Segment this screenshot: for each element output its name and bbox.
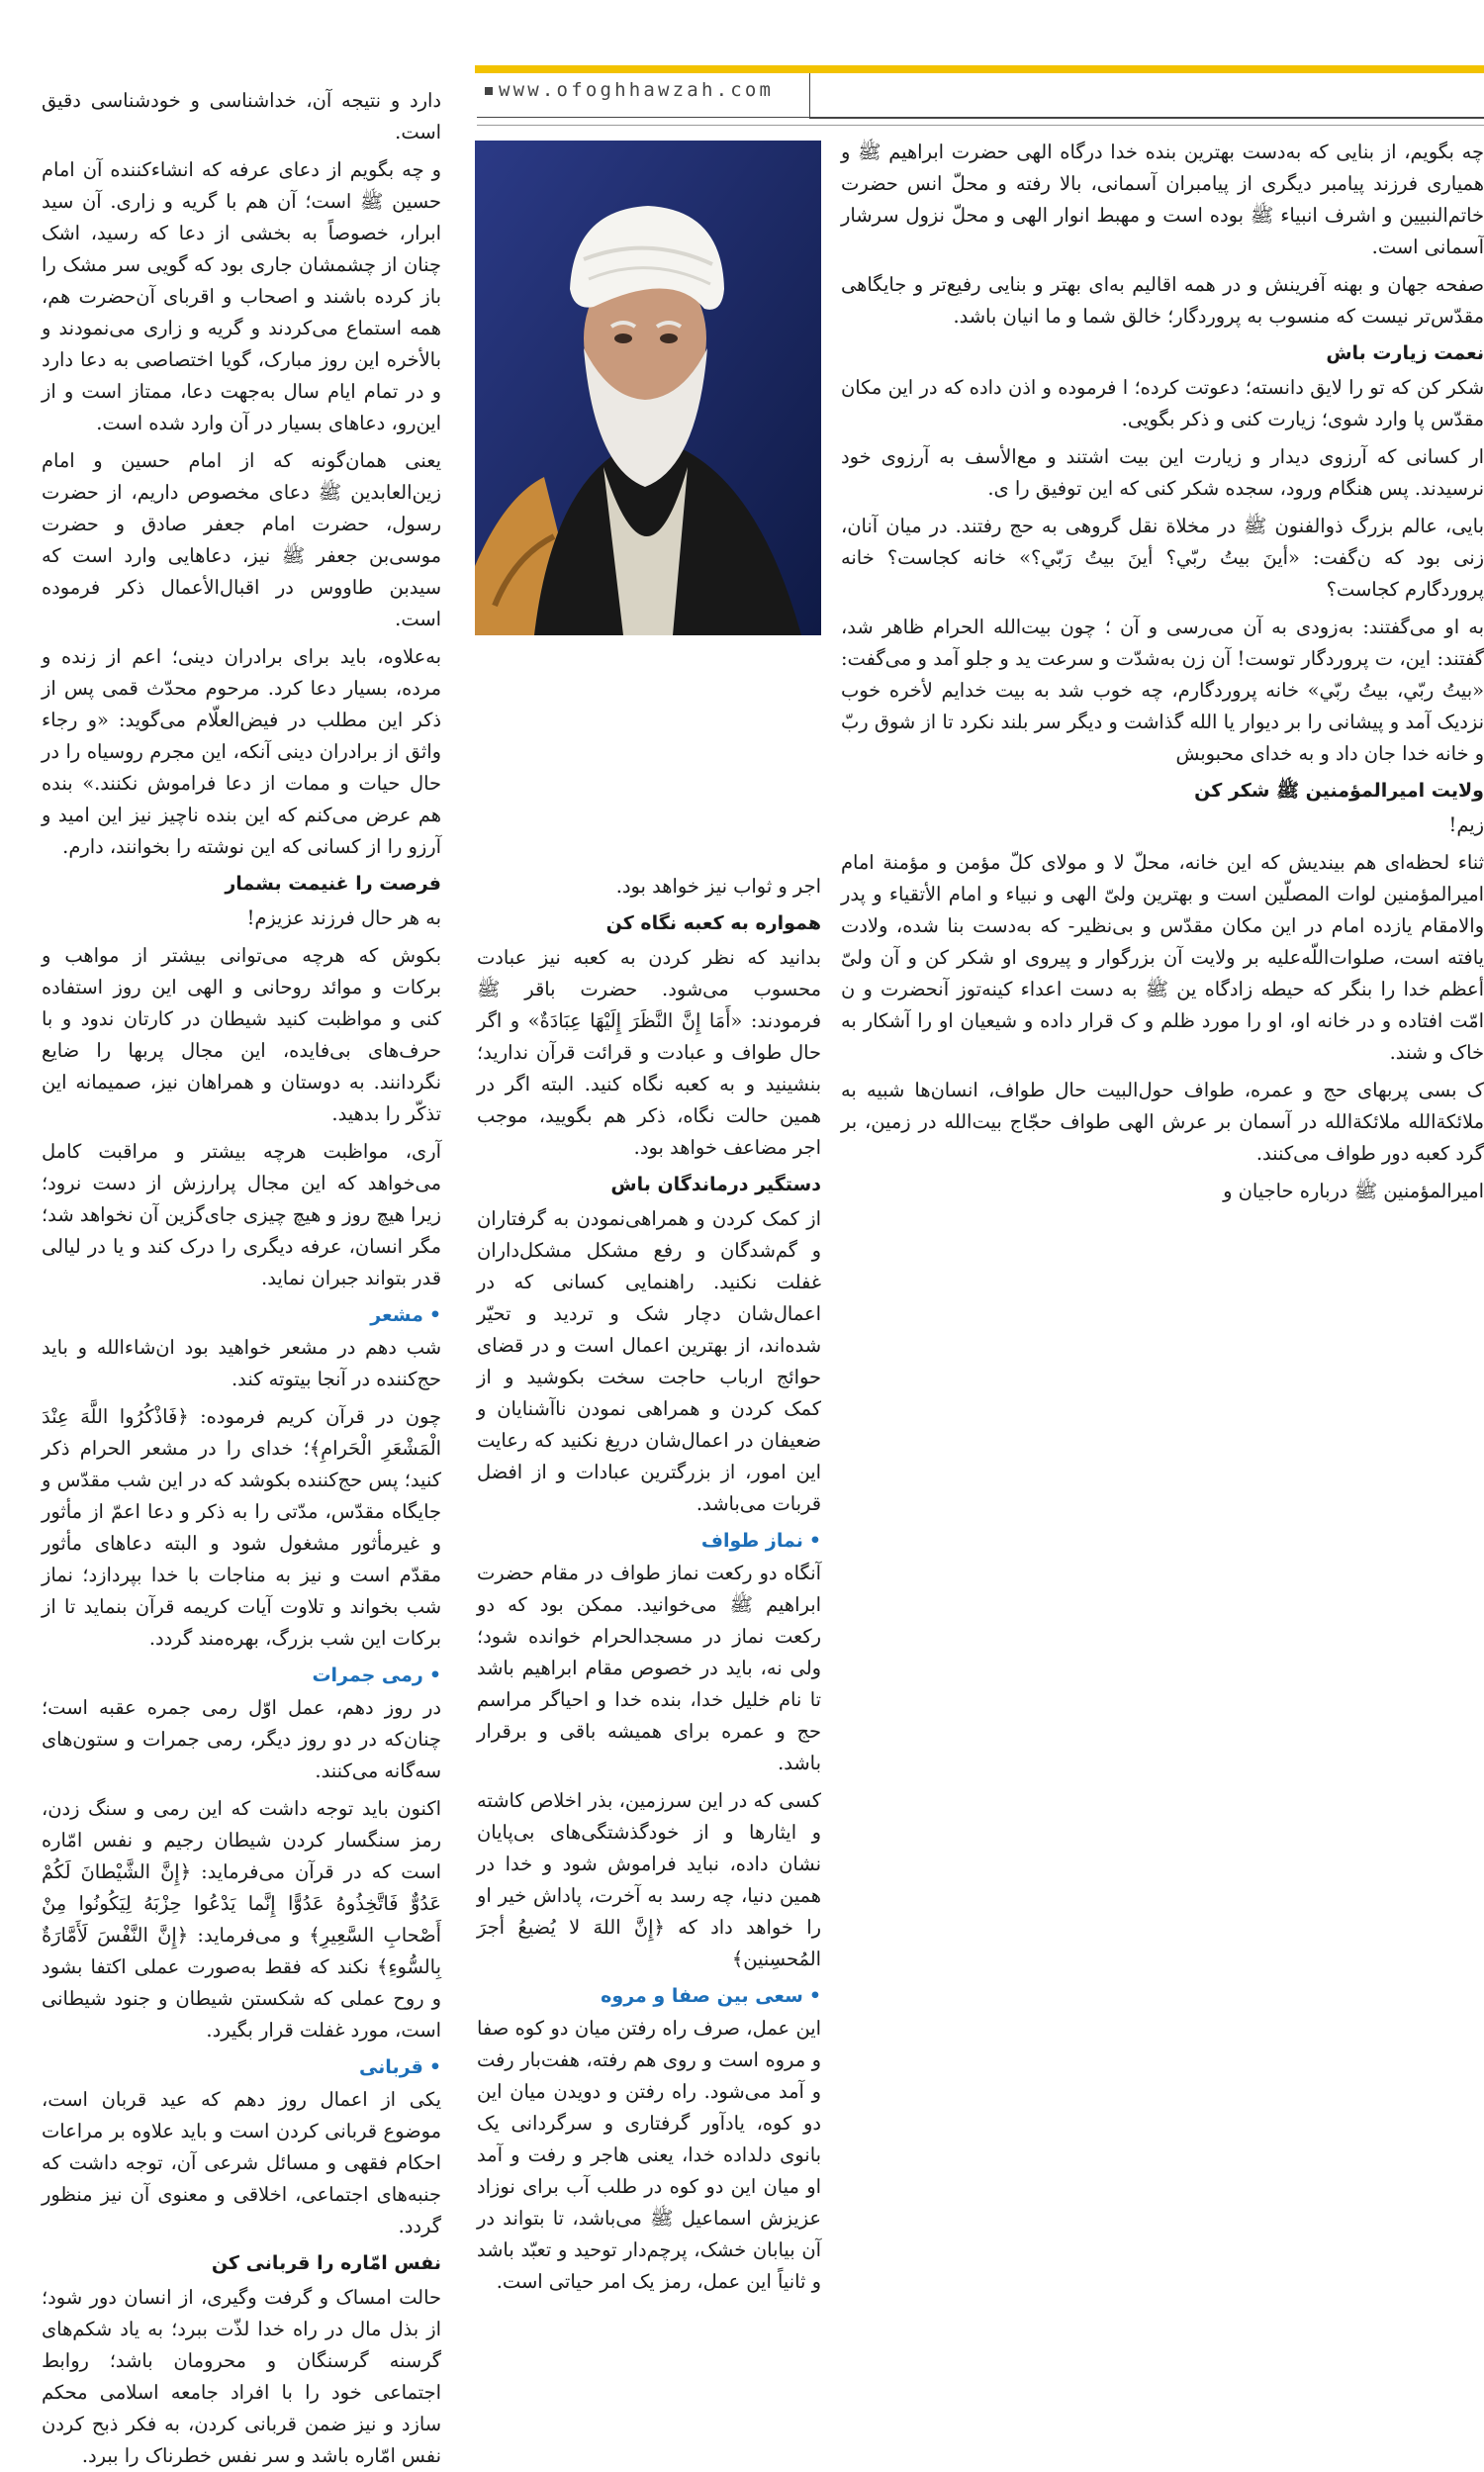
paragraph: دارد و نتیجه آن، خداشناسی و خودشناسی دقیق است. xyxy=(42,89,441,143)
subsection-heading-text: سعی بین صفا و مروه xyxy=(601,1985,803,2007)
paragraph: یکی از اعمال روز دهم که عید قربان است، موضوع قربانی کردن است و باید علاوه بر مراعات احکام فقهی و مسائل شرعی آن، توجه داشت که جنبه‌های اجتماعی، اخلاقی و معنوی آن نیز منظور گردد. xyxy=(42,2088,441,2237)
subsection-heading xyxy=(42,1300,441,1330)
paragraph: زیم! xyxy=(1448,813,1484,836)
paragraph: آنگاه دو رکعت نماز طواف در مقام حضرت ابراهیم ﷺ می‌خوانید. ممکن بود که دو رکعت نماز در مسجدالحرام خوانده شود؛ ولی نه، باید در خصوص مقام ابراهیم باشد تا نام خلیل خدا، بنده خدا و احیاگر مراسم حج و عمره برای همیشه باقی و برقرار باشد. xyxy=(477,1562,821,1774)
section-heading: نفس امّاره را قربانی کن xyxy=(211,2252,441,2274)
paragraph: در روز دهم، عمل اوّل رمی جمره عقبه است؛ چنان‌که در دو روز دیگر، رمی جمرات و ستون‌های سه‌گانه می‌کنند. xyxy=(42,1696,441,1782)
cleric-portrait-photo xyxy=(475,141,821,635)
bullet-icon: • xyxy=(428,1304,441,1326)
header-accent-bar xyxy=(475,65,1484,73)
section-heading: ولایت امیرالمؤمنین ﷺ شکر کن xyxy=(1194,780,1484,802)
paragraph: به هر حال فرزند عزیزم! xyxy=(246,906,441,929)
paragraph: بکوش که هرچه می‌توانی بیشتر از مواهب و برکات و موائد روحانی و الهی این روز استفاده کنی و مواظبت کنید شیطان در کارتان ندود و با حرف‌های بی‌فایده، این مجال پربها را ضایع نگردانند. به دوستان و همراهان نیز، صمیمانه این تذکّر را بدهید. xyxy=(42,944,441,1125)
paragraph: چه بگویم، از بنایی که به‌دست بهترین بنده خدا درگاه الهی حضرت ابراهیم ﷺ و همیاری فرزند پیامبر دیگری از پیامبران آسمانی، بالا رفته و محلّ انس حضرت خاتم‌النبیین و اشرف انبیاء ﷺ بوده است و مهبط انوار الهی و محلّ نزول سرشار آسمانی است. xyxy=(841,141,1484,258)
article-column-right-inner xyxy=(841,137,1484,1207)
paragraph: شب دهم در مشعر خواهید بود ان‌شاءالله و باید حج‌کننده در آنجا بیتوته کند. xyxy=(42,1336,441,1390)
subsection-heading xyxy=(42,2052,441,2082)
bullet-icon: • xyxy=(428,2056,441,2078)
paragraph: شکر کن که تو را لایق دانسته؛ دعوتت کرده؛ ا فرموده و اذن داده که در این مکان مقدّس پا وارد شوی؛ زیارت کنی و ذکر بگویی. xyxy=(841,376,1484,430)
paragraph: اکنون باید توجه داشت که این رمی و سنگ زدن، رمز سنگسار کردن شیطان رجیم و نفس امّاره است که در قرآن می‌فرماید: ﴿إِنَّ الشَّيْطانَ لَكُمْ عَدُوٌّ فَاتَّخِذُوهُ عَدُوًّا إِنَّما يَدْعُوا حِزْبَهُ لِيَكُونُوا مِنْ أَصْحابِ السَّعِيرِ﴾ و می‌فرماید: ﴿إِنَّ النَّفْسَ لَأَمَّارَةٌ بِالسُّوءِ﴾ نکند که فقط به‌صورت عملی اکتفا بشود و روح عملی که شکستن شیطان و جنود شیطانی است، مورد غفلت قرار بگیرد. xyxy=(42,1797,441,2042)
website-url[interactable] xyxy=(485,79,774,101)
paragraph: ار کسانی که آرزوی دیدار و زیارت این بیت اشتند و مع‌الأسف به آرزوی خود نرسیدند. پس هنگام ورود، سجده شکر کنی که این توفیق را ی. xyxy=(841,445,1484,500)
paragraph: از کمک کردن و همراهی‌نمودن به گرفتاران و گم‌شدگان و رفع مشکل مشکل‌داران غفلت نکنید. راهنمایی کسانی که در اعمال‌شان دچار شک و تردید و تحیّر شده‌اند، از بهترین اعمال است و در قضای حوائج ارباب حاجت سخت بکوشید و از کمک کردن و همراهی نمودن ناآشنایان و ضعیفان در اعمال‌شان دریغ نکنید که رعایت این امور، از بزرگترین عبادات و از افضل قربات می‌باشد. xyxy=(477,1207,821,1515)
paragraph: صفحه جهان و بهنه آفرینش و در همه اقالیم به‌ای بهتر و بنایی رفیع‌تر و جایگاهی مقدّس‌تر نیست که منسوب به پروردگار؛ خالق شما و ما انیان باشد. xyxy=(841,273,1484,328)
article-column-middle xyxy=(477,871,821,2293)
paragraph: حالت امساک و گرفت وگیری، از انسان دور شود؛ از بذل مال در راه خدا لذّت ببرد؛ به یاد شکم‌های گرسنه گرسنگان و محرومان باشد؛ روابط اجتماعی خود را با افراد جامعه اسلامی محکم سازد و نیز ضمن قربانی کردن، به فکر ذبح کردن نفس امّاره باشد و سر نفس خطرناک را ببرد. xyxy=(42,2286,441,2467)
paragraph: آری، مواظبت هرچه بیشتر و مراقبت کامل می‌خواهد که این مجال پرارزش از دست نرود؛ زیرا هیچ روز و هیچ چیزی جای‌گزین آن نخواهد شد؛ مگر انسان، عرفه دیگری را درک کند و یا در لیالی قدر بتواند جبران نماید. xyxy=(42,1140,441,1289)
section-heading: دستگیر درماندگان باش xyxy=(610,1174,821,1195)
bullet-square-icon xyxy=(485,87,493,95)
section-heading: همواره به کعبه نگاه کن xyxy=(605,912,821,934)
paragraph: امیرالمؤمنین ﷺ درباره حاجیان و xyxy=(1223,1180,1484,1202)
paragraph: بایی، عالم بزرگ ذوالفنون ﷺ در مخلاة نقل گروهی به حج رفتند. در میان آنان، زنی بود که ن‌گفت: «أينَ بيتُ ربّي؟ أينَ بيتُ رَبّي؟» خانه کجاست؟ خانه پروردگارم کجاست؟ xyxy=(841,515,1484,601)
section-heading: فرصت را غنیمت بشمار xyxy=(225,873,441,895)
paragraph: بدانید که نظر کردن به کعبه نیز عبادت محسوب می‌شود. حضرت باقر ﷺ فرمودند: «أَمَا إِنَّ النَّظَرَ إِلَيْهَا عِبَادَةٌ» و اگر حال طواف و عبادت و قرائت قرآن ندارید؛ بنشینید و به کعبه نگاه کنید. البته اگر در همین حالت نگاه، ذکر هم بگویید، موجب اجر مضاعف خواهد بود. xyxy=(477,946,821,1159)
bullet-icon: • xyxy=(808,1985,821,2007)
paragraph: و چه بگویم از دعای عرفه که انشاءکننده آن امام حسین ﷺ است؛ آن هم با گریه و زاری. آن سید ابرار، خصوصاً به بخشی از دعا که رسید، اشک چنان از چشمشان جاری بود که گویی سر مشک را باز کرده باشند و اصحاب و اقربای آن‌حضرت هم، همه استماع می‌کردند و گریه و زاری می‌نمودند و بالأخره این روز مبارک، گویا اختصاصی به دعا دارد و در تمام ایام سال به‌جهت دعا، ممتاز است و از این‌رو، دعاهای بسیار در آن وارد شده است. xyxy=(42,158,441,434)
article-column-right xyxy=(841,137,1484,2034)
subsection-heading-text: مشعر xyxy=(370,1304,423,1326)
bullet-icon: • xyxy=(428,1664,441,1686)
paragraph: به او می‌گفتند: به‌زودی به آن می‌رسی و آن ؛ چون بیت‌الله الحرام ظاهر شد، گفتند: این، ت پروردگار توست! آن زن به‌شدّت و سرعت ید و جلو آمد و می‌گفت: «بيتُ ربّي، بيتُ ربّي» خانه پروردگارم، چه خوب شد به بیت خدایم لأخره خوب نزدیک آمد و پیشانی را بر دیوار یا الله گذاشت و دیگر سر بلند نکرد تا از شوق ربّ و خانه خدا جان داد و به خدای محبوبش xyxy=(841,616,1484,765)
paragraph: ک بسی پربهای حج و عمره، طواف حول‌البیت حال طواف، انسان‌ها شبیه به ملائکة‌الله ملائکةالله در آسمان بر عرش الهی طواف حجّاج بیت‌الله در زمین، بر گرد کعبه دور طواف می‌کنند. xyxy=(841,1079,1484,1165)
article-column-left xyxy=(42,85,441,2467)
portrait-illustration xyxy=(475,141,821,635)
subsection-heading-text: رمی جمرات xyxy=(312,1664,423,1686)
header-rule xyxy=(809,117,1484,119)
paragraph: کسی که در این سرزمین، بذر اخلاص کاشته و ایثارها و از خودگذشتگی‌های بی‌پایان نشان داده، نباید فراموش شود و خدا در همین دنیا، چه رسد به آخرت، پاداش خیر او را خواهد داد که ﴿إِنَّ اللهَ لا يُضيعُ أجرَ المُحسِنين﴾ xyxy=(477,1789,821,1970)
website-url-text: www.ofoghhawzah.com xyxy=(499,79,775,101)
paragraph: این عمل، صرف راه رفتن میان دو کوه صفا و مروه است و روی هم رفته، هفت‌بار رفت و آمد می‌شود. راه رفتن و دویدن میان این دو کوه، یادآور گرفتاری و سرگردانی یک بانوی دلداده خدا، یعنی هاجر و رفت و آمد او میان این دو کوه در طلب آب برای نوزاد عزیزش اسماعیل ﷺ می‌باشد، تا بتواند در آن بیابان خشک، پرچم‌دار توحید و تعبّد باشد و ثانیاً این عمل، رمز یک امر حیاتی است. xyxy=(477,2017,821,2293)
paragraph: چون در قرآن کریم فرموده: ﴿فَاذْكُرُوا اللَّهَ عِنْدَ الْمَشْعَرِ الْحَرامِ﴾؛ خدای را در مشعر الحرام ذکر کنید؛ پس حج‌کننده بکوشد که در این شب مقدّس و جایگاه مقدّس، مدّتی را به ذکر و دعا اعمّ از مأثور و غیرمأثور مشغول شود و البته دعاهای مأثور مقدّم است و نیز به مناجات با خدا بپردازد؛ نماز شب بخواند و تلاوت آیات کریمه قرآن بنماید تا از برکات این شب بزرگ، بهره‌مند گردد. xyxy=(42,1405,441,1650)
subsection-heading-text: نماز طواف xyxy=(700,1530,803,1552)
subsection-heading xyxy=(477,1981,821,2011)
paragraph: اجر و ثواب نیز خواهد بود. xyxy=(615,875,821,898)
paragraph: به‌علاوه، باید برای برادران دینی؛ اعم از زنده و مرده، بسیار دعا کرد. مرحوم محدّث قمی پس از ذکر این مطلب در فیض‌العلّام می‌گوید: «و رجاء واثق از برادران دینی آنکه، این مجرم روسیاه را در حال حیات و ممات از دعا فراموش نکنند.» بنده هم عرض می‌کنم که این بنده ناچیز نیز این امید و آرزو را از کسانی که این نوشته را بخوانند، دارم. xyxy=(42,645,441,858)
paragraph: یعنی همان‌گونه که از امام حسین و امام زین‌العابدین ﷺ دعای مخصوص داریم، از حضرت رسول، حضرت امام جعفر صادق و حضرت موسی‌بن جعفر ﷺ نیز، دعاهایی وارد است که سیدبن طاووس در اقبال‌الأعمال ذکر فرموده است. xyxy=(42,449,441,630)
section-heading: نعمت زیارت باش xyxy=(1326,342,1484,364)
subsection-heading-text: قربانی xyxy=(358,2056,423,2078)
header-rule-thin xyxy=(477,125,1484,126)
subsection-heading xyxy=(42,1661,441,1690)
bullet-icon: • xyxy=(808,1530,821,1552)
subsection-heading xyxy=(477,1526,821,1556)
paragraph: ثناء لحظه‌ای هم بیندیش که این خانه، محلّ لا و مولای کلّ مؤمن و مؤمنة امام امیرالمؤمنین لوات المصلّین است و بهترین ولیّ الهی و نبیاء و امام الأتقیاء و پدر والامقام یازده امام در این مکان مقدّس و بی‌نظیر- که به‌دست بنا شده، ولادت یافته است، صلوات‌اللّه‌علیه بر ولایت آن بزرگوار و پیروی او شکر کن و آن ولیّ أعظم خدا را بنگر که حیطه زادگاه ین ﷺ به دست اعداء کینه‌توز آنحضرت و ن امّت افتاده و در خانه او، او را مورد ظلم و ک قرار داده و شیعیان او را آشکار به خاک و شند. xyxy=(841,851,1484,1064)
